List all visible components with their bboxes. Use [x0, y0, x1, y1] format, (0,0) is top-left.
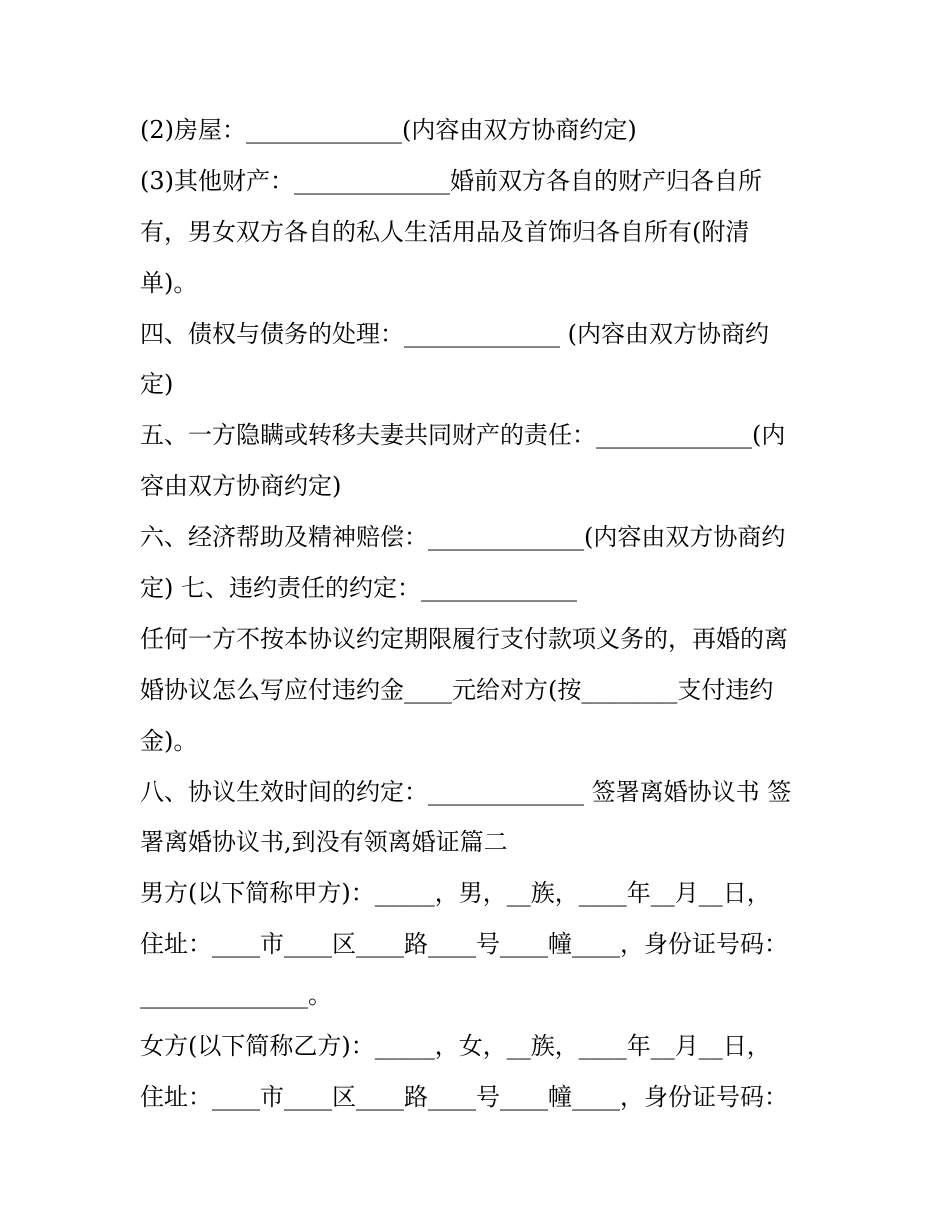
- text-line-effective-time: 八、协议生效时间的约定：_____________ 签署离婚协议书 签: [140, 777, 792, 806]
- text-line-debts: 四、债权与债务的处理：_____________ (内容由双方协商约: [140, 319, 769, 348]
- text-line-breach-detail: 任何一方不按本协议约定期限履行支付款项义务的，再婚的离: [140, 624, 788, 653]
- text-line-personal-items: 有，男女双方各自的私人生活用品及首饰归各自所有(附清: [140, 217, 750, 246]
- text-line-female-party: 女方(以下简称乙方)：_____，女，__族，____年__月__日，: [140, 1032, 771, 1061]
- text-line-concealment-end: 容由双方协商约定): [140, 472, 342, 501]
- text-line-house: (2)房屋：_____________(内容由双方协商约定): [140, 116, 637, 144]
- text-line-male-address: 住址：____市____区____路____号____幢____，身份证号码：: [140, 930, 788, 959]
- text-line-part-two: 署离婚协议书,到没有领离婚证篇二: [140, 828, 508, 857]
- text-line-debts-end: 定): [140, 370, 174, 399]
- document-body: [140, 105, 820, 1123]
- text-line-male-id: ______________。: [140, 981, 332, 1010]
- text-line-penalty: 婚协议怎么写应付违约金____元给对方(按________支付违约: [140, 675, 774, 704]
- text-line-other-property: (3)其他财产：_____________婚前双方各自的财产归各自所: [140, 166, 762, 195]
- text-line-female-address: 住址：____市____区____路____号____幢____，身份证号码：: [140, 1082, 788, 1111]
- text-line-list-end: 单)。: [140, 268, 198, 297]
- text-line-concealment: 五、一方隐瞒或转移夫妻共同财产的责任：_____________(内: [140, 421, 786, 450]
- text-line-penalty-end: 金)。: [140, 726, 198, 755]
- text-line-compensation: 六、经济帮助及精神赔偿：_____________(内容由双方协商约: [140, 523, 786, 552]
- text-line-breach: 定) 七、违约责任的约定：_____________: [140, 574, 577, 603]
- text-line-male-party: 男方(以下简称甲方)：_____，男，__族，____年__月__日，: [140, 879, 771, 908]
